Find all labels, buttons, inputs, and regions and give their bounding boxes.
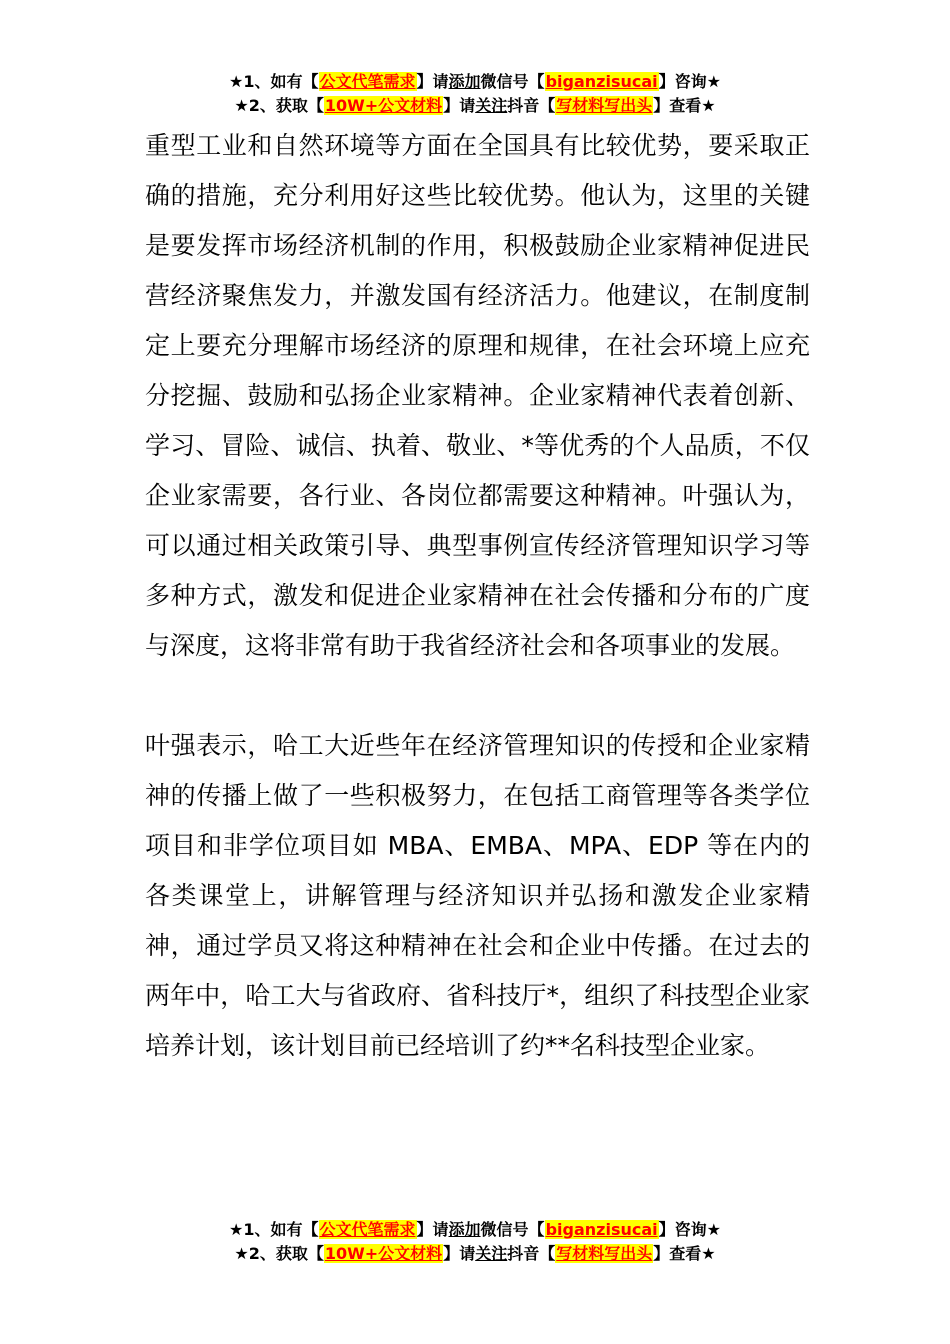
highlight-douyin-account: 写材料写出头 [556, 96, 653, 115]
highlight-wechat-id: biganzisucai [545, 72, 658, 91]
body-paragraph-1: 重型工业和自然环境等方面在全国具有比较优势，要采取正确的措施，充分利用好这些比较优势。他认为，这里的关键是要发挥市场经济机制的作用，积极鼓励企业家精神促进民营经济聚焦发力，并激发国有经济活力。他建议，在制度制定上要充分理解市场经济的原理和规律，在社会环境上应充分挖掘、鼓励和弘扬企业家精神。企业家精神代表着创新、学习、冒险、诚信、执着、敬业、*等优秀的个人品质，不仅企业家需要，各行业、各岗位都需要这种精神。叶强认为，可以通过相关政策引导、典型事例宣传经济管理知识学习等多种方式，激发和促进企业家精神在社会传播和分布的广度与深度，这将非常有助于我省经济社会和各项事业的发展。 [145, 131, 810, 660]
banner-line-2: ★2、获取【10W+公文材料】请关注抖音【写材料写出头】查看★ [234, 1244, 716, 1263]
document-body [145, 121, 810, 1071]
body-paragraph-2: 叶强表示，哈工大近些年在经济管理知识的传授和企业家精神的传播上做了一些积极努力，在包括工商管理等各类学位项目和非学位项目如 MBA、EMBA、MPA、EDP 等在内的各类课堂上，讲解管理与经济知识并弘扬和激发企业家精神，通过学员又将这种精神在社会和企业中传播。在过去的两年中，哈工大与省政府、省科技厅*，组织了科技型企业家培养计划，该计划目前已经培训了约**名科技型企业家。 [145, 731, 810, 1060]
banner-line-1: ★1、如有【公文代笔需求】请添加微信号【biganzisucai】咨询★ [229, 72, 721, 91]
header-banner [0, 70, 950, 118]
highlight-douyin-account: 写材料写出头 [556, 1244, 653, 1263]
highlight-service: 公文代笔需求 [319, 72, 416, 91]
highlight-materials: 10W+公文材料 [324, 1244, 443, 1263]
highlight-wechat-id: biganzisucai [545, 1220, 658, 1239]
footer-banner [0, 1218, 950, 1266]
highlight-materials: 10W+公文材料 [324, 96, 443, 115]
banner-line-1: ★1、如有【公文代笔需求】请添加微信号【biganzisucai】咨询★ [229, 1220, 721, 1239]
highlight-service: 公文代笔需求 [319, 1220, 416, 1239]
banner-line-2: ★2、获取【10W+公文材料】请关注抖音【写材料写出头】查看★ [234, 96, 716, 115]
